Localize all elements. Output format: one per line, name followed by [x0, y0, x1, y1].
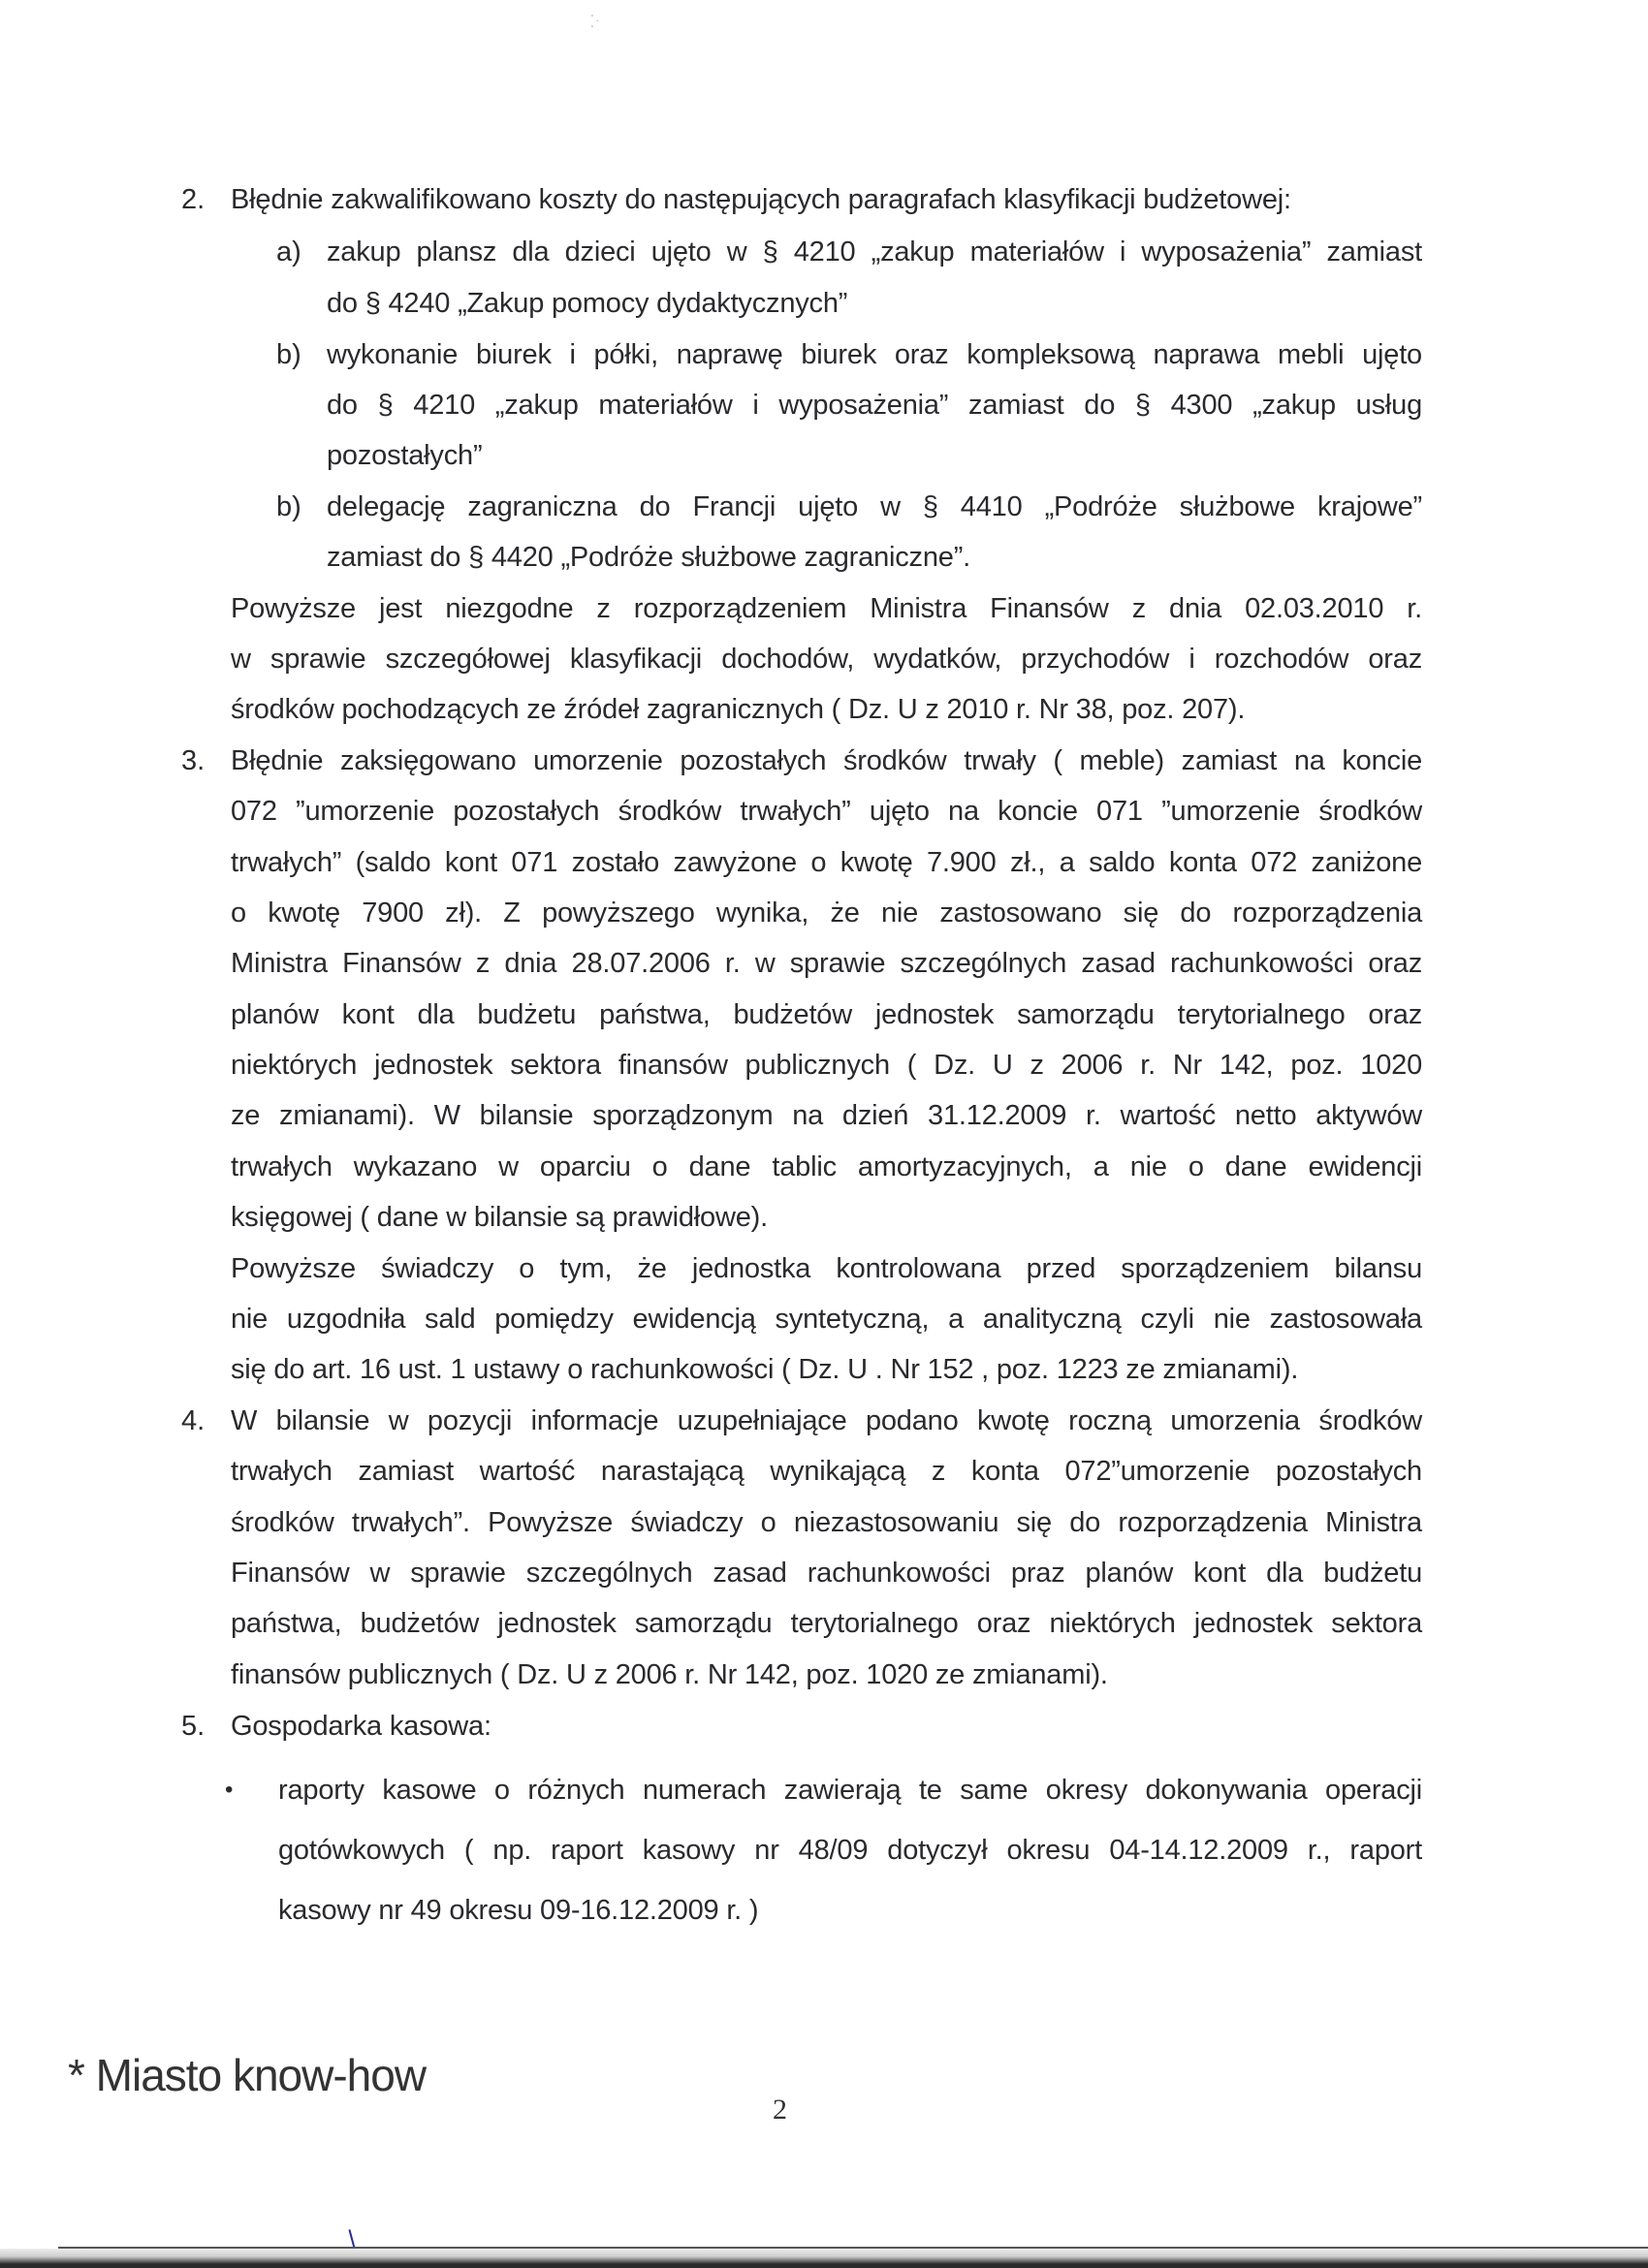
item-5-number: 5.: [181, 1711, 206, 1742]
item-2b-line-2: do § 4210 „zakup materiałów i wyposażenia” zamiast do § 4300 „zakup usług: [327, 390, 1422, 421]
item-2c-label: b): [276, 491, 301, 522]
item-4-line-2: trwałych zamiast wartość narastającą wynikającą z konta 072”umorzenie pozostałych: [231, 1456, 1422, 1487]
item-2b-line-3: pozostałych”: [327, 440, 483, 471]
item-3-line-10: księgowej ( dane w bilansie są prawidłowe).: [231, 1202, 768, 1233]
item-4-line-6: finansów publicznych ( Dz. U z 2006 r. Nr 142, poz. 1020 ze zmianami).: [231, 1659, 1108, 1690]
item-3-number: 3.: [181, 745, 206, 776]
item-2c-line-2: zamiast do § 4420 „Podróże służbowe zagraniczne”.: [327, 542, 971, 573]
item-4-line-3: środków trwałych”. Powyższe świadczy o niezastosowaniu się do rozporządzenia Ministra: [231, 1507, 1422, 1538]
item-5-bullet-line-2: gotówkowych ( np. raport kasowy nr 48/09 dotyczył okresu 04-14.12.2009 r., raport: [278, 1835, 1422, 1866]
item-2b-line-1: wykonanie biurek i półki, naprawę biurek oraz kompleksową naprawa mebli ujęto: [327, 339, 1422, 370]
item-4-number: 4.: [181, 1405, 206, 1436]
pen-mark: [348, 2229, 355, 2249]
footer-logo: * Miasto know-how: [68, 2050, 427, 2100]
item-2a-line-2: do § 4240 „Zakup pomocy dydaktycznych”: [327, 288, 848, 319]
item-2b-label: b): [276, 339, 301, 370]
item-3-conclusion-line-3: się do art. 16 ust. 1 ustawy o rachunkowości ( Dz. U . Nr 152 , poz. 1223 ze zmianami).: [231, 1354, 1299, 1385]
scan-artifact: ' . ': [591, 14, 599, 35]
item-5-bullet-line-1: raporty kasowe o różnych numerach zawierają te same okresy dokonywania operacji: [278, 1775, 1422, 1806]
page-number: 2: [773, 2094, 787, 2126]
item-2-number: 2.: [181, 184, 206, 215]
item-2-conclusion-line-1: Powyższe jest niezgodne z rozporządzeniem Ministra Finansów z dnia 02.03.2010 r.: [231, 593, 1422, 624]
item-5-heading: Gospodarka kasowa:: [231, 1711, 491, 1742]
item-2a-line-1: zakup plansz dla dzieci ujęto w § 4210 „zakup materiałów i wyposażenia” zamiast: [327, 236, 1422, 268]
item-2c-line-1: delegację zagraniczna do Francji ujęto w § 4410 „Podróże służbowe krajowe”: [327, 491, 1422, 522]
item-3-line-3: trwałych” (saldo kont 071 zostało zawyżone o kwotę 7.900 zł., a saldo konta 072 zaniżone: [231, 847, 1422, 878]
item-4-line-1: W bilansie w pozycji informacje uzupełniające podano kwotę roczną umorzenia środków: [231, 1405, 1422, 1436]
bullet-icon: •: [225, 1777, 234, 1803]
item-4-line-4: Finansów w sprawie szczególnych zasad rachunkowości praz planów kont dla budżetu: [231, 1558, 1422, 1589]
item-3-conclusion-line-1: Powyższe świadczy o tym, że jednostka kontrolowana przed sporządzeniem bilansu: [231, 1253, 1422, 1284]
item-3-line-2: 072 ”umorzenie pozostałych środków trwałych” ujęto na koncie 071 ”umorzenie środków: [231, 796, 1422, 827]
item-3-line-7: niektórych jednostek sektora finansów publicznych ( Dz. U z 2006 r. Nr 142, poz. 1020: [231, 1050, 1422, 1081]
item-4-line-5: państwa, budżetów jednostek samorządu terytorialnego oraz niektórych jednostek sektora: [231, 1608, 1422, 1639]
item-2-heading: Błędnie zakwalifikowano koszty do następujących paragrafach klasyfikacji budżetowej:: [231, 184, 1291, 215]
item-3-conclusion-line-2: nie uzgodniła sald pomiędzy ewidencją syntetyczną, a analityczną czyli nie zastosowała: [231, 1304, 1422, 1335]
item-3-line-8: ze zmianami). W bilansie sporządzonym na dzień 31.12.2009 r. wartość netto aktywów: [231, 1100, 1422, 1131]
item-3-line-9: trwałych wykazano w oparciu o dane tablic amortyzacyjnych, a nie o dane ewidencji: [231, 1151, 1422, 1182]
item-2a-label: a): [276, 236, 301, 268]
item-3-line-4: o kwotę 7900 zł). Z powyższego wynika, że nie zastosowano się do rozporządzenia: [231, 898, 1422, 929]
item-3-line-5: Ministra Finansów z dnia 28.07.2006 r. w sprawie szczególnych zasad rachunkowości oraz: [231, 948, 1422, 979]
item-3-line-6: planów kont dla budżetu państwa, budżetów jednostek samorządu terytorialnego oraz: [231, 999, 1422, 1030]
scan-bottom-edge: [0, 2249, 1648, 2268]
item-2-conclusion-line-3: środków pochodzących ze źródeł zagranicznych ( Dz. U z 2010 r. Nr 38, poz. 207).: [231, 694, 1246, 725]
item-3-line-1: Błędnie zaksięgowano umorzenie pozostałych środków trwały ( meble) zamiast na koncie: [231, 745, 1422, 776]
item-2-conclusion-line-2: w sprawie szczegółowej klasyfikacji dochodów, wydatków, przychodów i rozchodów oraz: [231, 644, 1422, 675]
item-5-bullet-line-3: kasowy nr 49 okresu 09-16.12.2009 r. ): [278, 1895, 759, 1926]
